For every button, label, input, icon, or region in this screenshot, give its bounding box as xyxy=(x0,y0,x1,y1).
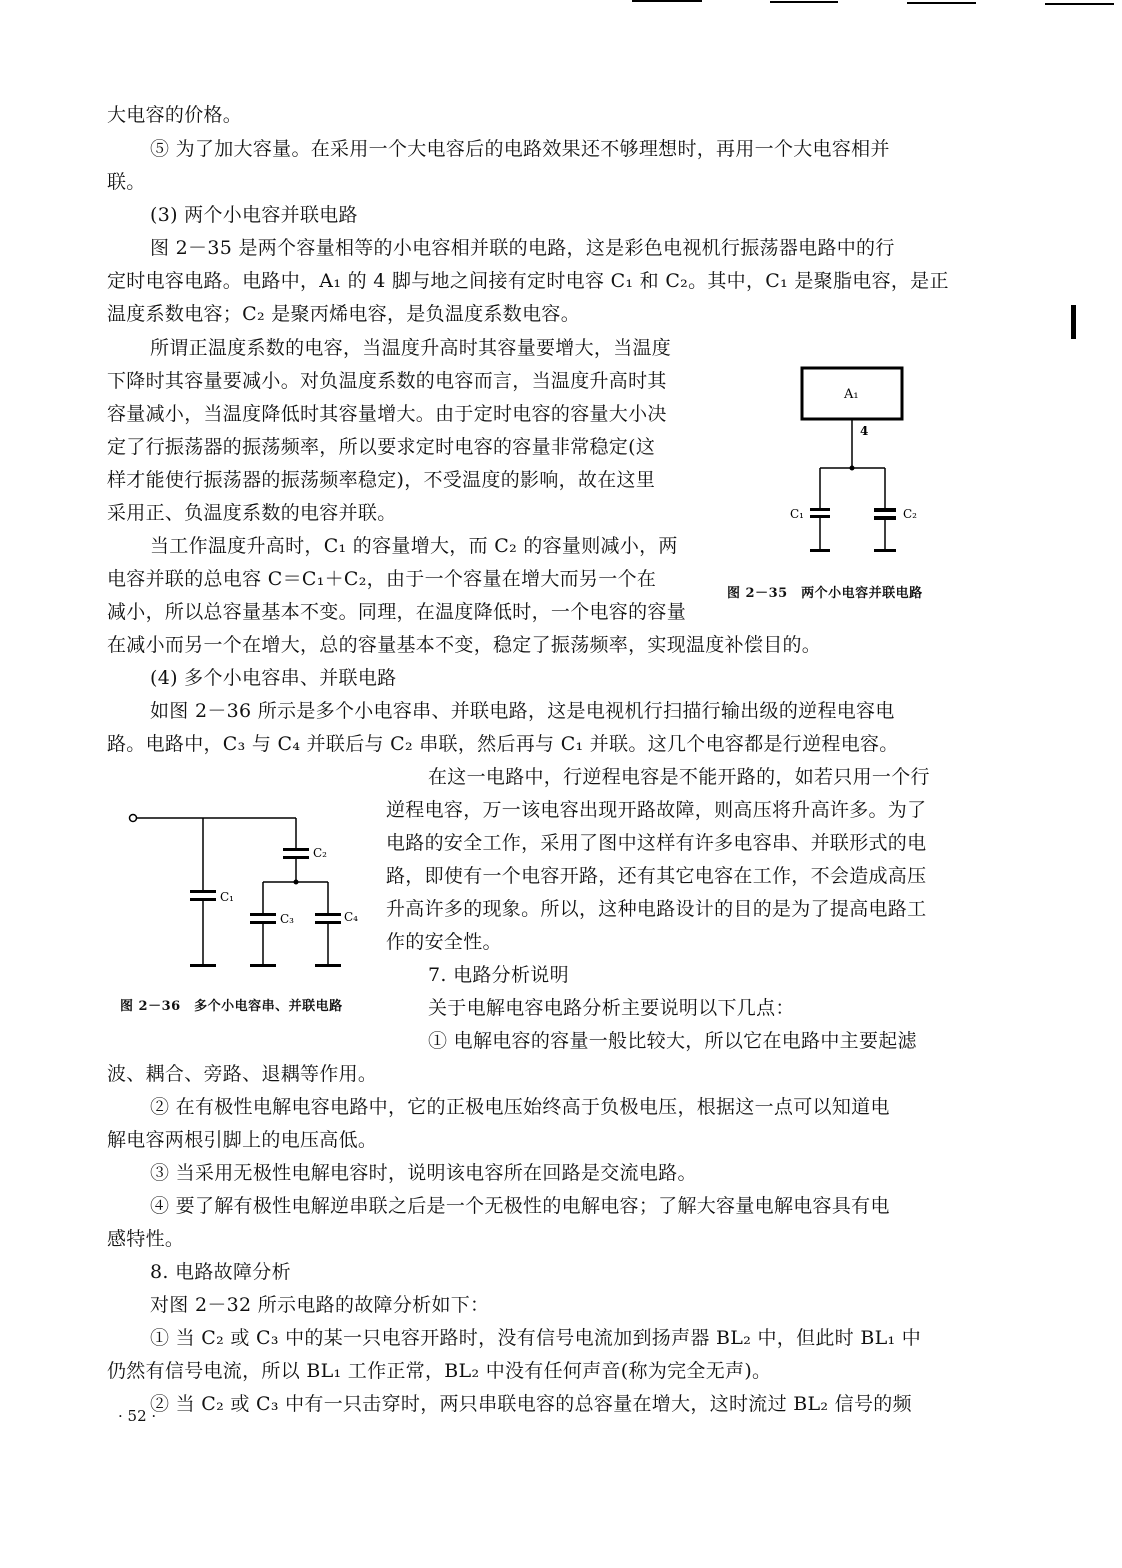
margin-mark xyxy=(1071,305,1076,339)
section-heading-4: (4) 多个小电容串、并联电路 xyxy=(150,667,397,689)
c2-label: C₂ xyxy=(903,507,917,521)
text-line: 在减小而另一个在增大，总的容量基本不变，稳定了振荡频率，实现温度补偿目的。 xyxy=(107,634,822,656)
capacitor-c2-plate xyxy=(874,508,896,512)
c3-label: C₃ xyxy=(280,912,294,926)
text-line: 电路的安全工作，采用了图中这样有许多电容串、并联形式的电 xyxy=(386,832,927,854)
pin-label: 4 xyxy=(860,424,869,438)
list-item-2: ② 在有极性电解电容电路中，它的正极电压始终高于负极电压，根据这一点可以知道电 xyxy=(150,1096,890,1118)
list-item-1: ① 电解电容的容量一般比较大，所以它在电路中主要起滤 xyxy=(428,1030,917,1052)
capacitor-c2-plate xyxy=(283,848,309,851)
capacitor-c4-plate xyxy=(315,921,341,924)
capacitor-c2-plate xyxy=(874,516,896,520)
figure-2-36-diagram xyxy=(120,805,358,975)
capacitor-c2-plate xyxy=(283,856,309,859)
text-line: 如图 2－36 所示是多个小电容串、并联电路，这是电视机行扫描行输出级的逆程电容电 xyxy=(150,700,895,722)
ground-icon xyxy=(315,964,341,967)
ic-block-label: A₁ xyxy=(844,387,859,402)
figure-2-35-diagram xyxy=(790,360,930,560)
input-terminal xyxy=(130,815,137,822)
text-line: 定了行振荡器的振荡频率，所以要求定时电容的容量非常稳定(这 xyxy=(107,436,656,458)
list-item-1: ① 当 C₂ 或 C₃ 中的某一只电容开路时，没有信号电流加到扬声器 BL₂ 中，但此时 BL₁ 中 xyxy=(150,1327,922,1349)
junction-dot xyxy=(850,466,855,471)
text-line: 联。 xyxy=(107,171,146,193)
text-line: 升高许多的现象。所以，这种电路设计的目的是为了提高电路工 xyxy=(386,898,927,920)
list-item-5: ⑤ 为了加大容量。在采用一个大电容后的电路效果还不够理想时，再用一个大电容相并 xyxy=(150,138,890,160)
text-line: 大电容的价格。 xyxy=(107,104,243,126)
list-item-3: ③ 当采用无极性电解电容时，说明该电容所在回路是交流电路。 xyxy=(150,1162,697,1184)
list-item-4: ④ 要了解有极性电解逆串联之后是一个无极性的电解电容；了解大容量电解电容具有电 xyxy=(150,1195,890,1217)
text-line: 图 2－35 是两个容量相等的小电容相并联的电路，这是彩色电视机行振荡器电路中的行 xyxy=(150,237,895,259)
c1-label: C₁ xyxy=(790,507,804,521)
c4-label: C₄ xyxy=(344,910,358,924)
capacitor-c1-plate xyxy=(190,898,216,901)
ground-icon xyxy=(810,549,830,552)
scan-mark xyxy=(1045,3,1114,5)
section-heading-3: (3) 两个小电容并联电路 xyxy=(150,204,358,226)
text-line: 所谓正温度系数的电容，当温度升高时其容量要增大，当温度 xyxy=(150,337,672,359)
figure-2-35-caption: 图 2－35 两个小电容并联电路 xyxy=(727,586,923,601)
text-line: 关于电解电容电路分析主要说明以下几点： xyxy=(428,997,795,1019)
text-line: 当工作温度升高时，C₁ 的容量增大，而 C₂ 的容量则减小，两 xyxy=(150,535,678,557)
text-line: 对图 2－32 所示电路的故障分析如下： xyxy=(150,1294,490,1316)
capacitor-c3-plate xyxy=(250,921,276,924)
section-heading-8: 8. 电路故障分析 xyxy=(150,1261,291,1283)
junction-dot xyxy=(294,880,299,885)
text-line: 仍然有信号电流，所以 BL₁ 工作正常，BL₂ 中没有任何声音(称为完全无声)。 xyxy=(107,1360,772,1382)
scan-mark xyxy=(907,2,976,4)
text-line: 解电容两根引脚上的电压高低。 xyxy=(107,1129,378,1151)
scan-mark xyxy=(770,1,838,3)
text-line: 采用正、负温度系数的电容并联。 xyxy=(107,502,397,524)
text-line: 下降时其容量要减小。对负温度系数的电容而言，当温度升高时其 xyxy=(107,370,667,392)
figure-2-36-caption: 图 2－36 多个小电容串、并联电路 xyxy=(120,999,343,1014)
ground-icon xyxy=(190,964,216,967)
text-line: 感特性。 xyxy=(107,1228,185,1250)
ground-icon xyxy=(250,964,276,967)
capacitor-c3-plate xyxy=(250,913,276,916)
text-line: 定时电容电路。电路中，A₁ 的 4 脚与地之间接有定时电容 C₁ 和 C₂。其中，C₁ 是聚脂电容，是正 xyxy=(107,270,949,292)
text-line: 电容并联的总电容 C＝C₁＋C₂，由于一个容量在增大而另一个在 xyxy=(107,568,657,590)
c1-label: C₁ xyxy=(220,890,234,904)
page-number: · 52 · xyxy=(118,1407,157,1425)
text-line: 逆程电容，万一该电容出现开路故障，则高压将升高许多。为了 xyxy=(386,799,927,821)
text-line: 路，即使有一个电容开路，还有其它电容在工作，不会造成高压 xyxy=(386,865,927,887)
capacitor-c1-plate xyxy=(190,890,216,893)
c2-label: C₂ xyxy=(313,846,327,860)
list-item-2: ② 当 C₂ 或 C₃ 中有一只击穿时，两只串联电容的总容量在增大，这时流过 BL₂ 信号的频 xyxy=(150,1393,912,1415)
ground-icon xyxy=(874,549,896,552)
text-line: 样才能使行振荡器的振荡频率稳定)，不受温度的影响，故在这里 xyxy=(107,469,656,491)
scan-mark xyxy=(632,0,702,2)
capacitor-c4-plate xyxy=(315,913,341,916)
text-line: 容量减小，当温度降低时其容量增大。由于定时电容的容量大小决 xyxy=(107,403,667,425)
text-line: 作的安全性。 xyxy=(386,931,502,953)
capacitor-c1-plate xyxy=(810,508,830,511)
text-line: 温度系数电容；C₂ 是聚丙烯电容，是负温度系数电容。 xyxy=(107,303,580,325)
text-line: 减小，所以总容量基本不变。同理，在温度降低时，一个电容的容量 xyxy=(107,601,687,623)
text-line: 路。电路中，C₃ 与 C₄ 并联后与 C₂ 串联，然后再与 C₁ 并联。这几个电容都是行逆程电容。 xyxy=(107,733,899,755)
section-heading-7: 7. 电路分析说明 xyxy=(428,964,569,986)
capacitor-c1-plate xyxy=(810,515,830,518)
text-line: 波、耦合、旁路、退耦等作用。 xyxy=(107,1063,378,1085)
text-line: 在这一电路中，行逆程电容是不能开路的，如若只用一个行 xyxy=(428,766,930,788)
